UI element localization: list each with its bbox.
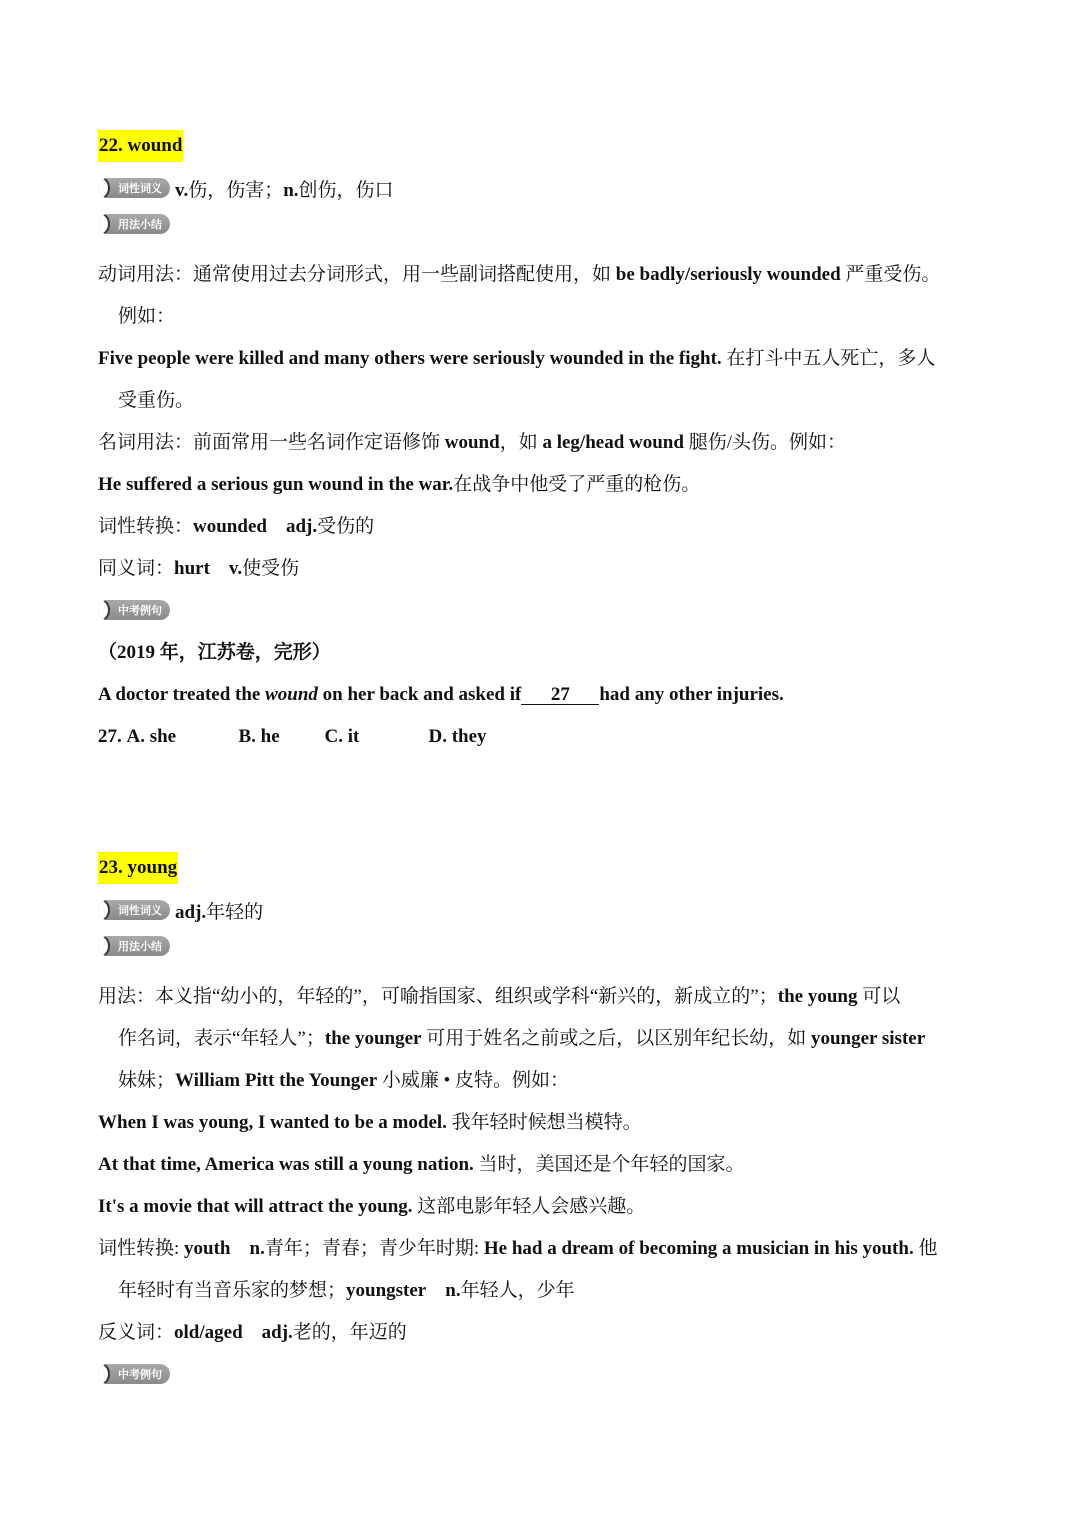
- example-sentence: Five people were killed and many others were seriously wounded in the fight. 在打斗中五人死亡，多人: [98, 348, 936, 369]
- exam-badge: 中考例句: [98, 1364, 170, 1384]
- usage-badge-row: [98, 928, 988, 964]
- example-sentence: He suffered a serious gun wound in the war.在战争中他受了严重的枪伤。: [98, 474, 701, 495]
- definition-text: v.伤，伤害；n.创伤，伤口: [175, 179, 394, 201]
- verb-usage: 动词用法：通常使用过去分词形式，用一些副词搭配使用，如 be badly/seriously wounded 严重受伤。: [98, 264, 941, 285]
- answer-blank: 27: [521, 686, 599, 705]
- word-conversion: 词性转换：wounded adj.受伤的: [98, 516, 375, 537]
- exam-options: 27. A. she B. he C. it D. they: [98, 716, 988, 758]
- usage-badge: 用法小结: [98, 936, 170, 956]
- option-c: C. it: [324, 726, 360, 747]
- exam-badge-row: [98, 592, 988, 628]
- example-sentence-cont: 受重伤。: [118, 390, 195, 411]
- option-a: A. she: [126, 726, 177, 747]
- headword: 22. wound: [98, 130, 183, 162]
- definition-badge: 词性词义: [98, 900, 170, 920]
- word-conversion-cont: 年轻时有当音乐家的梦想；youngster n.年轻人，少年: [118, 1280, 575, 1301]
- example-sentence: It's a movie that will attract the young. 这部电影年轻人会感兴趣。: [98, 1196, 646, 1217]
- usage-badge: 用法小结: [98, 214, 170, 234]
- option-b: B. he: [238, 726, 280, 747]
- exam-badge-row: [98, 1356, 988, 1392]
- usage-badge-row: [98, 206, 988, 242]
- vocab-entry-young: [98, 852, 988, 1392]
- headword: 23. young: [98, 852, 178, 884]
- exam-source: （2019 年，江苏卷，完形）: [98, 642, 331, 663]
- definition-row: [98, 170, 988, 206]
- example-sentence: When I was young, I wanted to be a model. 我年轻时候想当模特。: [98, 1112, 642, 1133]
- usage-text: 用法：本义指“幼小的，年轻的”，可喻指国家、组织或学科“新兴的，新成立的”；the young 可以: [98, 986, 901, 1007]
- definition-row: [98, 892, 988, 928]
- example-sentence: At that time, America was still a young nation. 当时，美国还是个年轻的国家。: [98, 1154, 745, 1175]
- usage-text-cont: 妹妹；William Pitt the Younger 小威廉 • 皮特。例如：: [118, 1070, 570, 1091]
- exam-question: A doctor treated the wound on her back and asked if 27 had any other injuries.: [98, 684, 784, 705]
- noun-usage: 名词用法：前面常用一些名词作定语修饰 wound，如 a leg/head wound 腿伤/头伤。例如：: [98, 432, 846, 453]
- option-d: D. they: [428, 726, 487, 747]
- word-conversion: 词性转换: youth n.青年；青春；青少年时期: He had a dream of becoming a musician in his youth. 他: [98, 1238, 938, 1259]
- antonym: 反义词：old/aged adj.老的，年迈的: [98, 1322, 407, 1343]
- usage-text-cont: 作名词，表示“年轻人”；the younger 可用于姓名之前或之后，以区别年纪长幼，如 younger sister: [118, 1028, 926, 1049]
- definition-text: adj.年轻的: [175, 901, 264, 923]
- synonym: 同义词：hurt v.使受伤: [98, 558, 300, 579]
- exam-badge: 中考例句: [98, 600, 170, 620]
- definition-badge: 词性词义: [98, 178, 170, 198]
- verb-usage-eg: 例如：: [118, 306, 176, 327]
- vocab-entry-wound: [98, 130, 988, 758]
